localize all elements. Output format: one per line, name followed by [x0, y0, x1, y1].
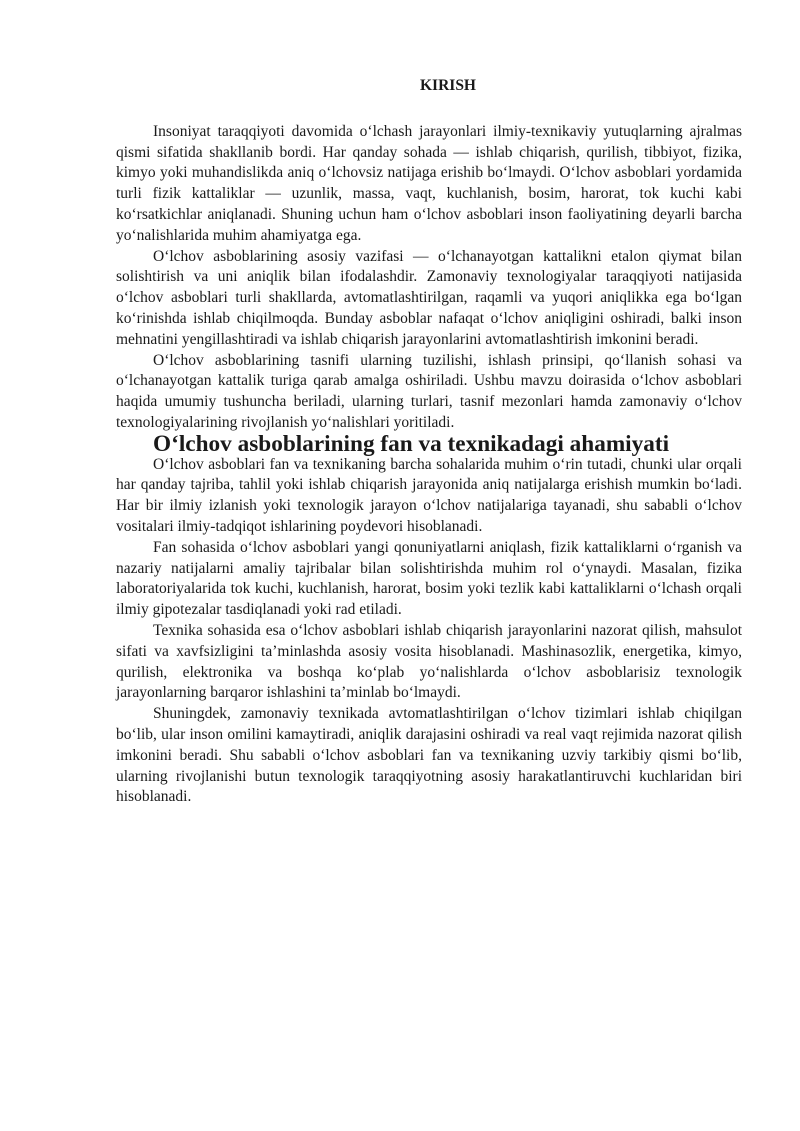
- section-heading: Oʻlchov asboblarining fan va texnikadagi ahamiyati: [153, 430, 670, 457]
- intro-paragraph-2: Oʻlchov asboblarining asosiy vazifasi — oʻlchanayotgan kattalikni etalon qiymat bilan solishtirish va uni aniqlik bilan ifodalashdir. Zamonaviy texnologiyalar taraqqiyoti natijasida oʻlchov asboblari turli shakllarda, avtomatlashtirilgan, raqamli va yuqori aniqlikka ega boʻlgan koʻrinishda ishlab chiqilmoqda. Bunday asboblar nafaqat oʻlchov aniqligini oshiradi, balki inson mehnatini yengillashtiradi va ishlab chiqarish jarayonlarini avtomatlashtirish imkonini beradi.: [116, 247, 742, 348]
- section-paragraph-2: Fan sohasida oʻlchov asboblari yangi qonuniyatlarni aniqlash, fizik kattaliklarni oʻrganish va nazariy natijalarni amaliy tajribalar bilan solishtirishda muhim rol oʻynaydi. Masalan, fizika laboratoriyalarida tok kuchi, kuchlanish, harorat, bosim yoki tezlik kabi kattaliklarni oʻlchash orqali ilmiy gipotezalar tasdiqlanadi yoki rad etiladi.: [116, 538, 742, 619]
- section-paragraph-1: Oʻlchov asboblari fan va texnikaning barcha sohalarida muhim oʻrin tutadi, chunki ular orqali har qanday tajriba, tahlil yoki ishlab chiqarish jarayonida aniq natijalarga erishish mumkin boʻladi. Har bir ilmiy izlanish yoki texnologik jarayon oʻlchov natijalariga tayanadi, shu sababli oʻlchov vositalari ilmiy-tadqiqot ishlarining poydevori hisoblanadi.: [116, 455, 742, 535]
- intro-paragraph-1: Insoniyat taraqqiyoti davomida oʻlchash jarayonlari ilmiy-texnikaviy yutuqlarning ajralmas qismi sifatida shakllanib bordi. Har qanday sohada — ishlab chiqarish, qurilish, tibbiyot, fizika, kimyo yoki muhandislikda aniq oʻlchovsiz natijaga erishib boʻlmaydi. Oʻlchov asboblari yordamida turli fizik kattaliklar — uzunlik, massa, vaqt, kuchlanish, bosim, harorat, tok kuchi kabi koʻrsatkichlar aniqlanadi. Shuning uchun ham oʻlchov asboblari inson faoliyatining deyarli barcha yoʻnalishlarida muhim ahamiyatga ega.: [116, 122, 742, 244]
- document-page: [116, 76, 742, 808]
- document-title: KIRISH: [420, 77, 476, 94]
- section-paragraph-4: Shuningdek, zamonaviy texnikada avtomatlashtirilgan oʻlchov tizimlari ishlab chiqilgan boʻlib, ular inson omilini kamaytiradi, aniqlik darajasini oshiradi va real vaqt rejimida nazorat qilish imkonini beradi. Shu sababli oʻlchov asboblari fan va texnikaning uzviy tarkibiy qismi boʻlib, ularning rivojlanishi butun texnologik taraqqiyotning asosiy harakatlantiruvchi kuchlaridan biri hisoblanadi.: [116, 705, 742, 806]
- intro-paragraph-3: Oʻlchov asboblarining tasnifi ularning tuzilishi, ishlash prinsipi, qoʻllanish sohasi va oʻlchanayotgan kattalik turiga qarab amalga oshiriladi. Ushbu mavzu doirasida oʻlchov asboblari haqida umumiy tushuncha beriladi, ularning turlari, tasnif mezonlari hamda zamonaviy oʻlchov texnologiyalarining rivojlanish yoʻnalishlari yoritiladi.: [116, 351, 742, 431]
- section-paragraph-3: Texnika sohasida esa oʻlchov asboblari ishlab chiqarish jarayonlarini nazorat qilish, mahsulot sifati va xavfsizligini taʼminlashda asosiy vosita hisoblanadi. Mashinasozlik, energetika, kimyo, qurilish, elektronika va boshqa koʻplab yoʻnalishlarda oʻlchov asboblarisiz texnologik jarayonlarning barqaror ishlashini taʼminlab boʻlmaydi.: [116, 621, 742, 702]
